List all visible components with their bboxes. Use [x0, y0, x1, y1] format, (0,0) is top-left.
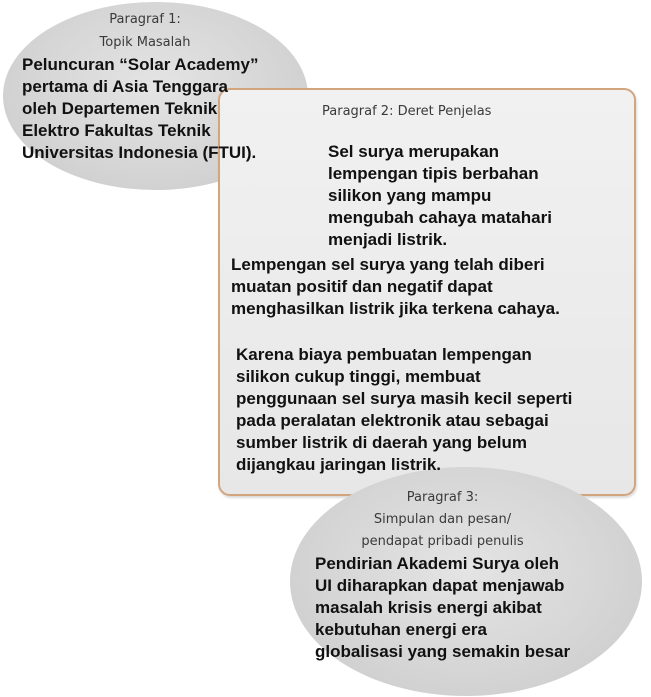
text-line: pertama di Asia Tenggara: [22, 77, 228, 96]
text-line: kebutuhan energi era: [315, 620, 487, 639]
text-line: Pendirian Akademi Surya oleh: [315, 554, 560, 573]
text-line: sumber listrik di daerah yang belum: [236, 433, 527, 452]
paragraph3-sublabel: Simpulan dan pesan/: [373, 512, 512, 527]
text-line: mengubah cahaya matahari: [328, 208, 552, 227]
text-line: Peluncuran “Solar Academy”: [22, 55, 259, 74]
text-line: silikon cukup tinggi, membuat: [236, 367, 481, 386]
text-line: penggunaan sel surya masih kecil seperti: [236, 389, 573, 408]
text-line: Universitas Indonesia (FTUI).: [22, 143, 257, 162]
text-line: masalah krisis energi akibat: [315, 598, 542, 617]
text-line: oleh Departemen Teknik: [22, 99, 218, 118]
text-line: globalisasi yang semakin besar: [315, 642, 571, 661]
paragraph2-block2: [231, 254, 560, 320]
paragraph3-sublabel-2: pendapat pribadi penulis: [361, 534, 524, 549]
paragraph1-text: [22, 54, 259, 164]
text-line: Elektro Fakultas Teknik: [22, 121, 211, 140]
text-line: lempengan tipis berbahan: [328, 164, 539, 183]
paragraph2-block1: [328, 141, 552, 251]
text-line: Karena biaya pembuatan lempengan: [236, 345, 532, 364]
text-line: pada peralatan elektronik atau sebagai: [236, 411, 549, 430]
text-line: Lempengan sel surya yang telah diberi: [231, 255, 545, 274]
text-line: Sel surya merupakan: [328, 142, 500, 161]
paragraph3-label: Paragraf 3:: [406, 490, 479, 505]
text-line: menghasilkan listrik jika terkena cahaya.: [231, 299, 560, 318]
paragraph2-block3: [236, 344, 572, 476]
text-line: muatan positif dan negatif dapat: [231, 277, 493, 296]
text-line: menjadi listrik.: [328, 230, 448, 249]
text-line: dijangkau jaringan listrik.: [236, 455, 441, 474]
paragraph1-sublabel: Topik Masalah: [99, 35, 191, 50]
text-line: silikon yang mampu: [328, 186, 492, 205]
paragraph2-label: Paragraf 2: Deret Penjelas: [322, 104, 492, 119]
paragraph1-label: Paragraf 1:: [109, 12, 181, 27]
text-line: UI diharapkan dapat menjawab: [315, 576, 565, 595]
paragraph3-text: [315, 553, 570, 663]
